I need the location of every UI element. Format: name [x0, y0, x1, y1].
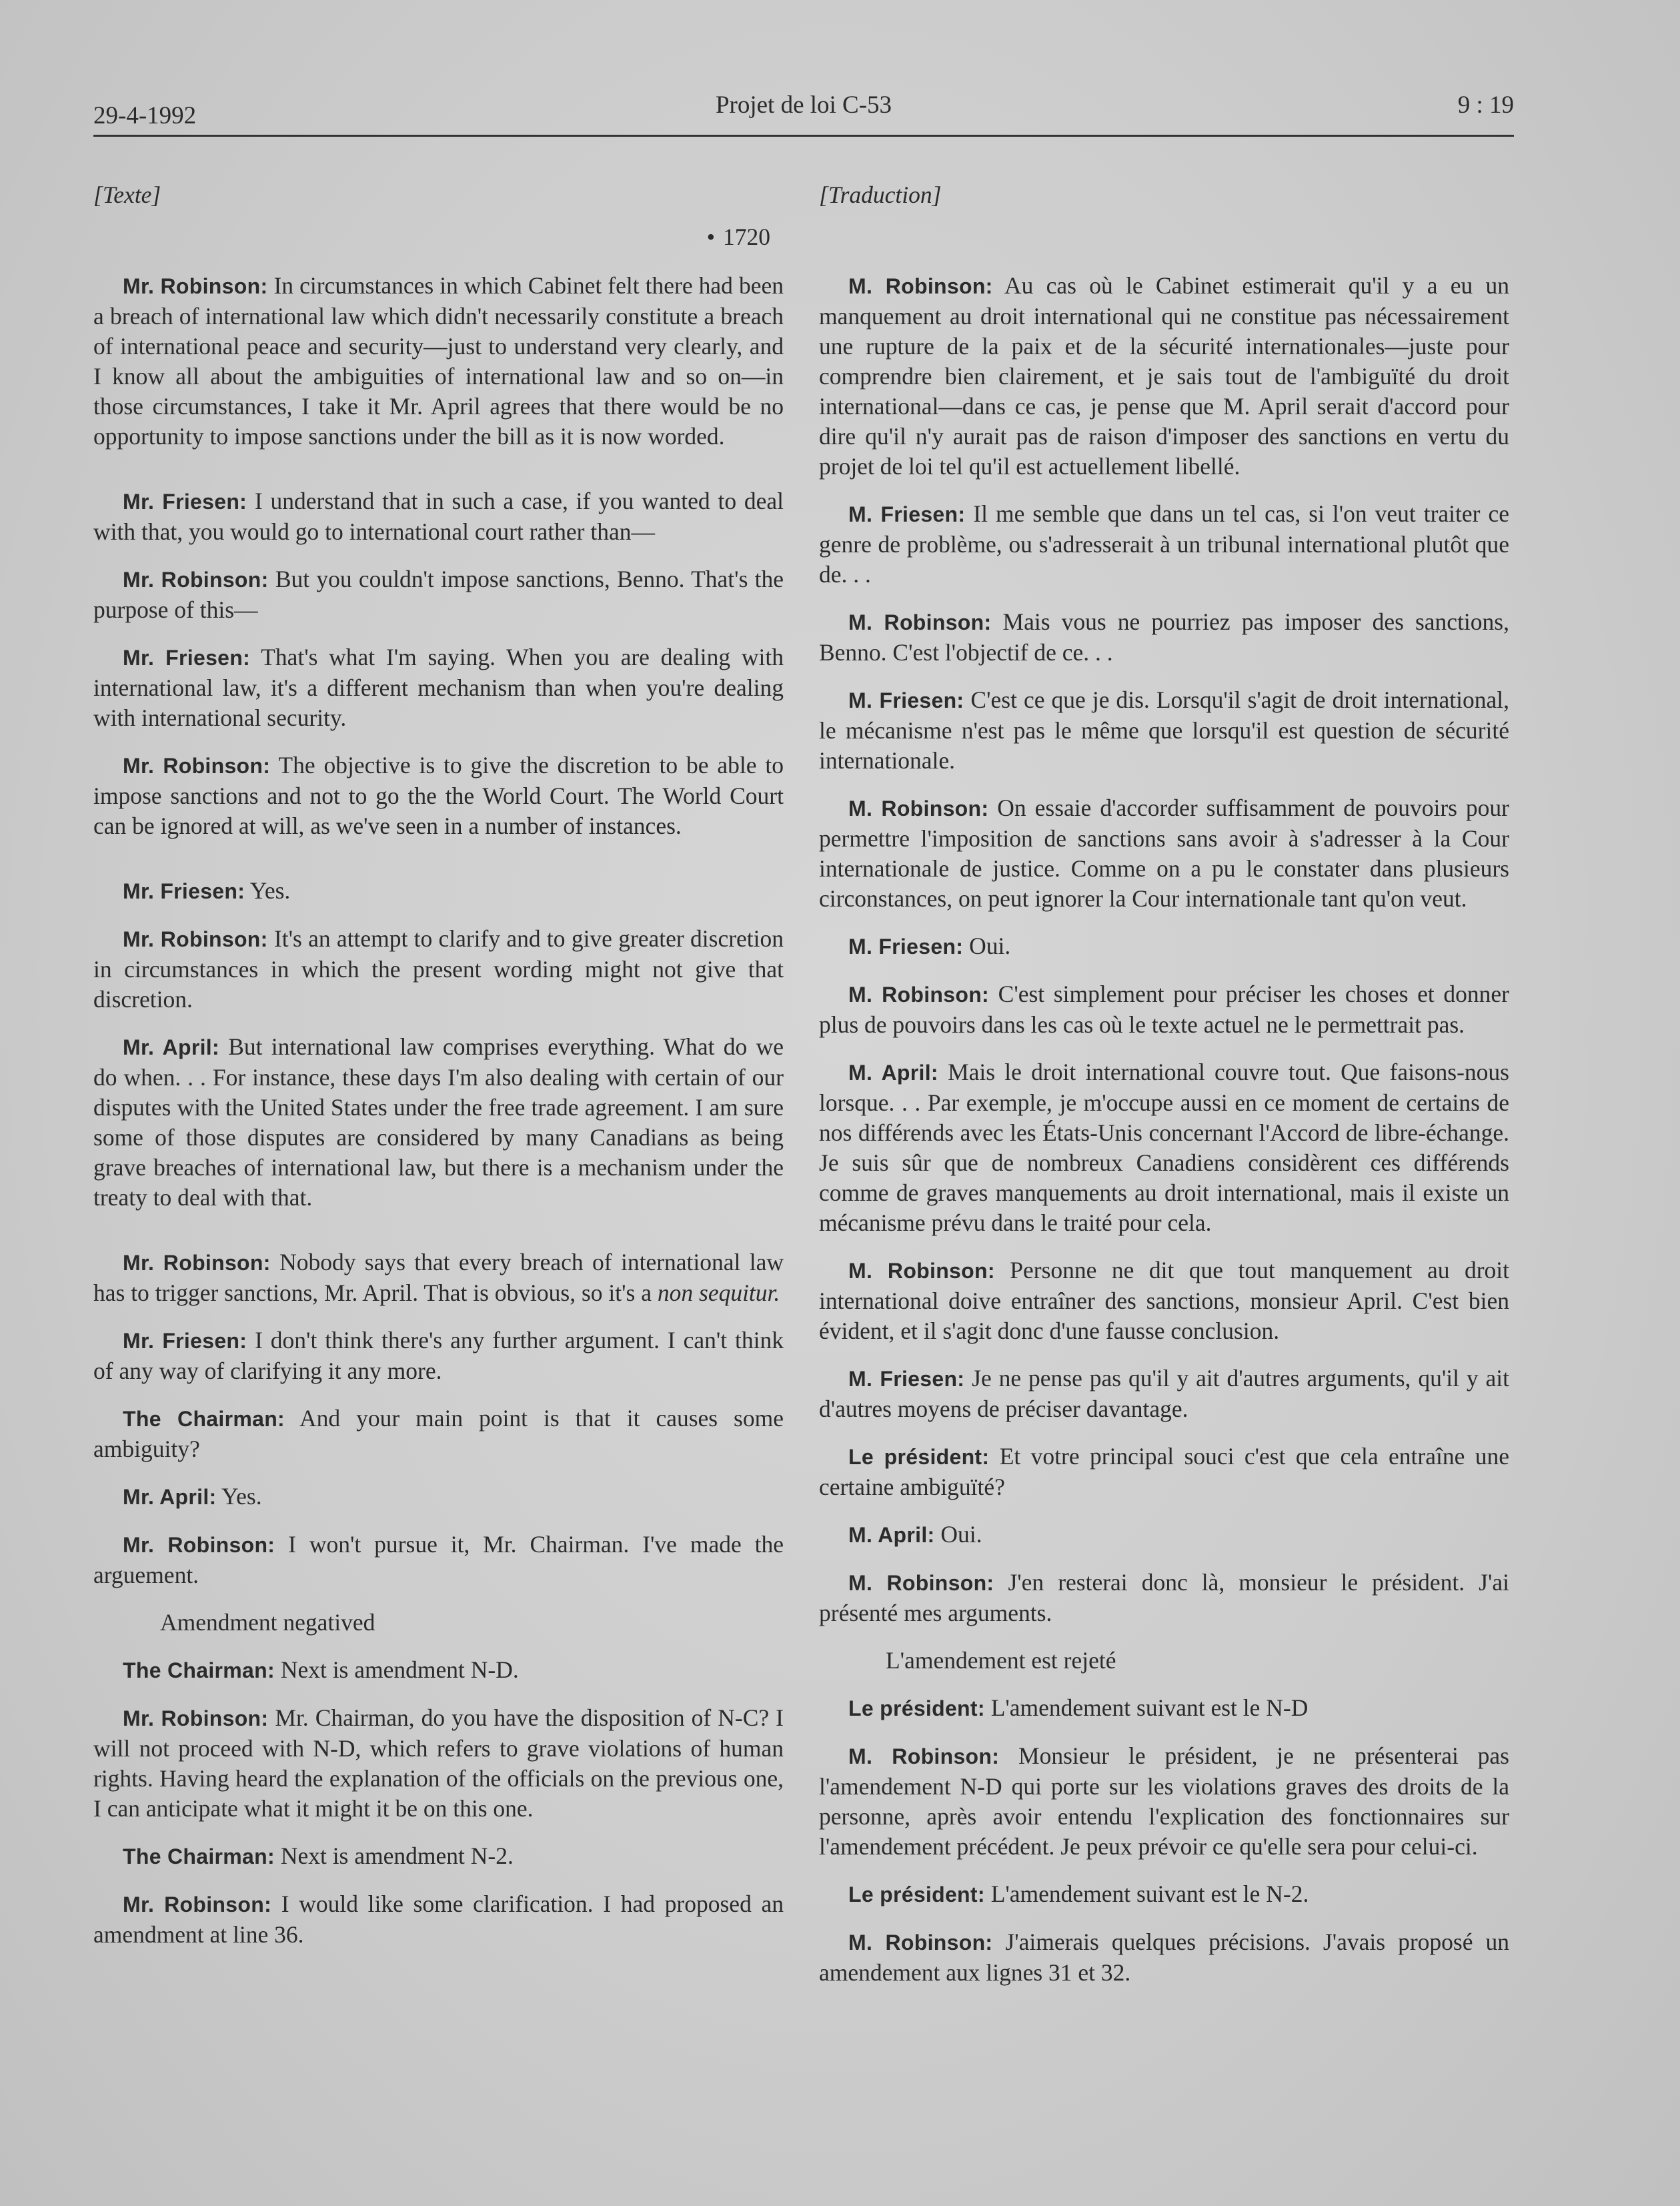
transcript-paragraph: [93, 1703, 784, 1824]
speech-text: Yes.: [216, 1483, 262, 1510]
speaker-name: Mr. Robinson:: [123, 274, 268, 298]
transcript-paragraph: [819, 1363, 1509, 1424]
speech-text: I would like some clarification. I had proposed an amendment at line 36.: [93, 1890, 784, 1948]
speaker-name: M. Robinson:: [848, 610, 992, 634]
speaker-name: M. Friesen:: [848, 1367, 965, 1391]
speech-text: L'amendement suivant est le N-D: [984, 1694, 1309, 1721]
header-date: 29-4-1992: [93, 102, 197, 129]
transcript-paragraph: [93, 1404, 784, 1464]
transcript-paragraph: [819, 1255, 1509, 1346]
transcript-paragraph: [819, 1927, 1509, 1988]
speaker-name: Le président:: [848, 1445, 990, 1469]
transcript-paragraph: [93, 486, 784, 547]
transcript-paragraph: [93, 750, 784, 841]
transcript-paragraph: [819, 607, 1509, 668]
header-page-number: 9 : 19: [1457, 91, 1514, 119]
transcript-paragraph: [819, 1520, 1509, 1550]
speech-text: Yes.: [245, 877, 291, 904]
speaker-name: M. Robinson:: [848, 1259, 995, 1283]
transcript-paragraph: [819, 685, 1509, 776]
page-header: [93, 87, 1514, 137]
transcript-paragraph: [819, 1741, 1509, 1862]
speech-text: Au cas où le Cabinet estimerait qu'il y a eu un manquement au droit international qui ne constitue pas nécessairement une rupture de la paix et de la sécurité internationales—juste pour comprendre bien clairement, et je sais tout de l'ambiguïté du droit international—dans ce cas, je pense que M. April serait d'accord pour dire qu'il n'y aurait pas de raison d'imposer des sanctions en vertu du projet de loi tel qu'il est actuellement libellé.: [819, 272, 1509, 480]
speaker-name: M. Friesen:: [848, 688, 964, 712]
transcript-paragraph: [819, 931, 1509, 962]
transcript-paragraph: [93, 1247, 784, 1308]
speech-text: Oui.: [934, 1521, 982, 1548]
speech-text: Et votre principal souci c'est que cela entraîne une certaine ambiguïté?: [819, 1443, 1509, 1500]
speech-text: Mais le droit international couvre tout. Que faisons-nous lorsque. . . Par exemple, je m'occupe aussi en ce moment de certains de nos différends avec les États-Unis concernant l'Accord de libre-échange. Je suis sûr que de nombreux Canadiens considèrent ces différends comme de graves manquements au droit international, mais il existe un mécanisme prévu dans le traité pour cela.: [819, 1059, 1509, 1236]
speech-text: Next is amendment N-D.: [274, 1656, 519, 1683]
speech-text: Mais vous ne pourriez pas imposer des sanctions, Benno. C'est l'objectif de ce. . .: [819, 608, 1509, 666]
transcript-paragraph: [93, 642, 784, 733]
transcript-paragraph: [93, 564, 784, 625]
speech-text: C'est simplement pour préciser les choses et donner plus de pouvoirs dans les cas où le texte actuel ne le permettrait pas.: [819, 981, 1509, 1038]
speech-text: On essaie d'accorder suffisamment de pouvoirs pour permettre l'imposition de sanctions sans avoir à s'adresser à la Cour internationale de justice. Comme on a pu le constater dans plusieurs circonstances, on peut ignorer la Cour internationale tant qu'on veut.: [819, 794, 1509, 912]
speaker-name: M. Robinson:: [848, 1744, 1000, 1768]
speech-text: It's an attempt to clarify and to give greater discretion in circumstances in which the present wording might not give that discretion.: [93, 925, 784, 1013]
speaker-name: Mr. Friesen:: [123, 490, 247, 514]
speaker-name: M. Robinson:: [848, 1931, 993, 1955]
transcript-paragraph: [93, 271, 784, 452]
speaker-name: M. Robinson:: [848, 274, 993, 298]
speaker-name: Mr. Robinson:: [123, 568, 269, 592]
speaker-name: The Chairman:: [123, 1407, 285, 1431]
speech-text: J'aimerais quelques précisions. J'avais proposé un amendement aux lignes 31 et 32.: [819, 1928, 1509, 1986]
speaker-name: M. Robinson:: [848, 796, 989, 820]
transcript-paragraph: [819, 499, 1509, 590]
speaker-name: M. Friesen:: [848, 935, 964, 959]
speaker-name: M. April:: [848, 1061, 938, 1085]
time-stamp-value: 1720: [723, 223, 770, 250]
italic-phrase: non sequitur.: [657, 1279, 780, 1306]
speaker-name: M. Robinson:: [848, 1571, 994, 1595]
speaker-name: Le président:: [848, 1882, 985, 1906]
speech-text: Next is amendment N-2.: [274, 1842, 514, 1869]
speaker-name: Mr. Robinson:: [123, 927, 268, 951]
speech-text: Mr. Chairman, do you have the disposition of N-C? I will not proceed with N-D, which refers to grave violations of human rights. Having heard the explanation of the officials on the previous one, I can anticipate what it might it be on this one.: [93, 1704, 784, 1822]
speaker-name: M. Robinson:: [848, 983, 989, 1007]
speech-text: I don't think there's any further argument. I can't think of any way of clarifying it any more.: [93, 1327, 784, 1384]
transcript-paragraph: [819, 979, 1509, 1040]
speaker-name: M. Friesen:: [848, 502, 966, 526]
speech-text: L'amendement suivant est le N-2.: [984, 1880, 1309, 1907]
transcript-paragraph: [819, 1693, 1509, 1724]
speech-text: Je ne pense pas qu'il y ait d'autres arguments, qu'il y ait d'autres moyens de préciser davantage.: [819, 1365, 1509, 1422]
speech-text: But you couldn't impose sanctions, Benno. That's the purpose of this—: [93, 566, 784, 623]
speech-text: But international law comprises everything. What do we do when. . . For instance, these days I'm also dealing with certain of our disputes with the United States under the free trade agreement. I am sure some of those disputes are considered by many Canadians as being grave breaches of international law, but there is a mechanism under the treaty to deal with that.: [93, 1033, 784, 1211]
transcript-paragraph: [819, 271, 1509, 482]
transcript-paragraph: [819, 1057, 1509, 1238]
speaker-name: Mr. April:: [123, 1485, 217, 1509]
speech-text: C'est ce que je dis. Lorsqu'il s'agit de droit international, le mécanisme n'est pas le même que lorsqu'il est question de sécurité internationale.: [819, 686, 1509, 774]
speaker-name: Mr. April:: [123, 1035, 219, 1059]
speech-text: Monsieur le président, je ne présenterai pas l'amendement N-D qui porte sur les violations graves des droits de la personne, après avoir entendu l'explication des fonctionnaires sur l'amendement précédent. Je peux prévoir ce qu'elle sera pour celui-ci.: [819, 1742, 1509, 1860]
speaker-name: Mr. Robinson:: [123, 1251, 271, 1275]
french-translation-tag: [Traduction]: [819, 181, 942, 208]
speech-text: The objective is to give the discretion to be able to impose sanctions and not to go the the World Court. The World Court can be ignored at will, as we've seen in a number of instances.: [93, 752, 784, 839]
transcript-paragraph: [819, 793, 1509, 914]
speech-text: That's what I'm saying. When you are dealing with international law, it's a different mechanism than when you're dealing with international security.: [93, 644, 784, 731]
procedural-note: Amendment negatived: [160, 1609, 375, 1636]
transcript-paragraph: [93, 1655, 784, 1686]
speech-text: I won't pursue it, Mr. Chairman. I've made the arguement.: [93, 1531, 784, 1588]
transcript-paragraph: [93, 1032, 784, 1213]
transcript-paragraph: [819, 1568, 1509, 1628]
transcript-paragraph: [819, 1442, 1509, 1502]
transcript-paragraph: [819, 1879, 1509, 1910]
transcript-paragraph: [93, 1482, 784, 1512]
english-text-tag: [Texte]: [93, 181, 161, 208]
transcript-paragraph: [93, 876, 784, 907]
speech-text: Il me semble que dans un tel cas, si l'on veut traiter ce genre de problème, ou s'adresserait à un tribunal international plutôt que de. . .: [819, 500, 1509, 588]
speaker-name: The Chairman:: [123, 1844, 275, 1868]
french-time-spacer: [819, 222, 1496, 252]
speaker-name: The Chairman:: [123, 1658, 275, 1682]
speaker-name: Mr. Friesen:: [123, 646, 251, 670]
header-title: Projet de loi C-53: [715, 91, 892, 119]
speech-text: Nobody says that every breach of international law has to trigger sanctions, Mr. April. That is obvious, so it's a: [93, 1249, 784, 1306]
speaker-name: Mr. Robinson:: [123, 1892, 272, 1916]
speech-text: Oui.: [963, 933, 1011, 959]
bullet-icon: •: [706, 223, 715, 250]
speaker-name: Mr. Friesen:: [123, 1329, 247, 1353]
transcript-paragraph: [93, 1325, 784, 1386]
french-column: [819, 180, 1509, 2005]
speaker-name: Mr. Robinson:: [123, 1706, 269, 1730]
time-stamp: [93, 222, 770, 252]
procedural-note: L'amendement est rejeté: [886, 1647, 1116, 1674]
transcript-paragraph: [93, 1889, 784, 1950]
transcript-paragraph: [93, 924, 784, 1015]
speaker-name: M. April:: [848, 1523, 935, 1547]
speech-text: Personne ne dit que tout manquement au droit international doive entraîner des sanctions, monsieur April. C'est bien évident, et il s'agit donc d'une fausse conclusion.: [819, 1257, 1509, 1344]
speech-text: In circumstances in which Cabinet felt there had been a breach of international law which didn't necessarily constitute a breach of international peace and security—just to understand very clearly, and I know all about the ambiguities of international law and so on—in those circumstances, I take it Mr. April agrees that there would be no opportunity to impose sanctions under the bill as it is now worded.: [93, 272, 784, 450]
speaker-name: Mr. Friesen:: [123, 879, 245, 903]
english-column: [93, 180, 784, 1967]
speech-text: I understand that in such a case, if you wanted to deal with that, you would go to international court rather than—: [93, 488, 784, 545]
speech-text: J'en resterai donc là, monsieur le président. J'ai présenté mes arguments.: [819, 1569, 1509, 1626]
transcript-paragraph: [93, 1530, 784, 1590]
speaker-name: Mr. Robinson:: [123, 1533, 275, 1557]
transcript-paragraph: [93, 1841, 784, 1872]
speech-text: And your main point is that it causes some ambiguity?: [93, 1405, 784, 1462]
speaker-name: Le président:: [848, 1696, 985, 1720]
speaker-name: Mr. Robinson:: [123, 754, 271, 778]
